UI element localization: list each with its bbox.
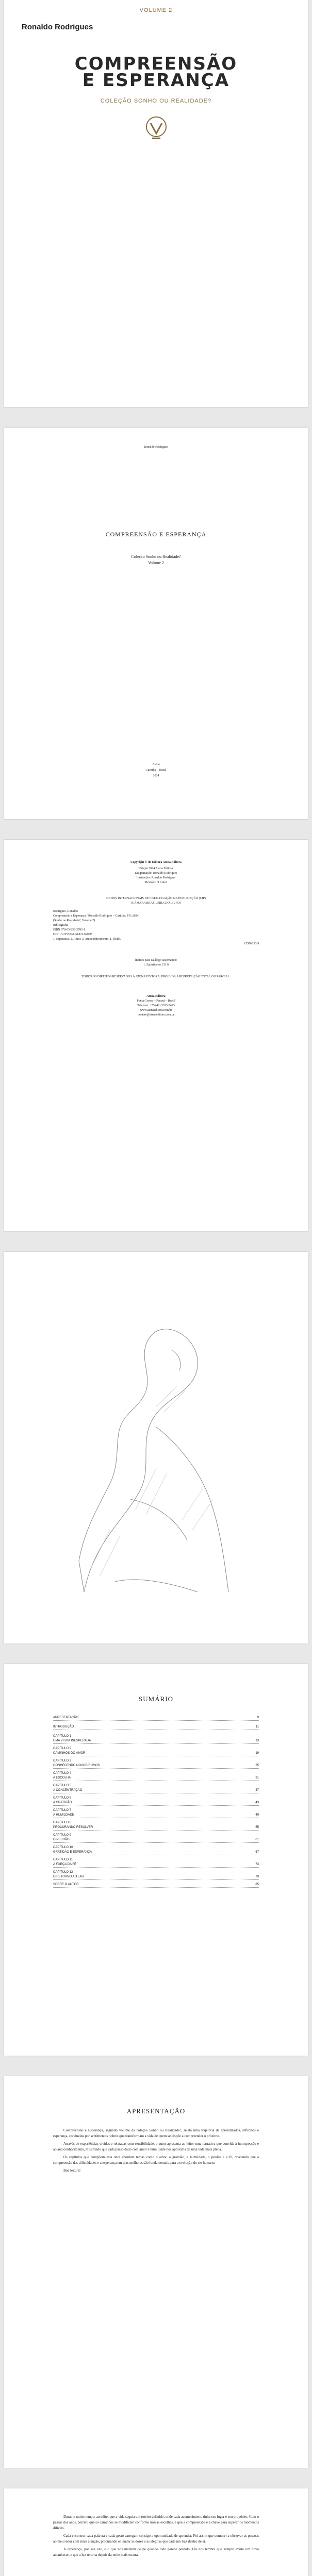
toc-page-number: 79 (255, 1875, 259, 1878)
publisher-logo-icon (145, 116, 167, 141)
toc-entry[interactable] (53, 1883, 259, 1888)
toc-page-number: 37 (255, 1789, 259, 1792)
toc-page-number: 49 (255, 1814, 259, 1817)
toc-label-block (53, 1808, 74, 1818)
toc-label-block (53, 1870, 84, 1879)
summary-title: SUMÁRIO (139, 1695, 173, 1703)
catalog-entry (53, 909, 259, 946)
toc-entry[interactable] (53, 1771, 259, 1781)
toc-label: CAPÍTULO 12 (53, 1871, 73, 1874)
toc-label: CAPÍTULO 7 (53, 1809, 72, 1812)
cover-author: Ronaldo Rodrigues (22, 23, 93, 31)
toc-page-number: 67 (255, 1851, 259, 1854)
toc-label: CAPÍTULO 2 (53, 1747, 72, 1750)
toc-sublabel: CONHECENDO NOVOS RUMOS (53, 1764, 100, 1767)
index-line: 1. Espiritismo 133.9 (143, 963, 169, 967)
toc-page-number: 13 (255, 1739, 259, 1742)
toc-label: CAPÍTULO 3 (53, 1759, 72, 1762)
toc-label-block (53, 1833, 71, 1842)
catalog-line: Compreensão e Esperança / Ronaldo Rodrigues – Curitiba, PR: 2024 (53, 914, 139, 918)
toc-entry[interactable] (53, 1716, 259, 1721)
toc-entry[interactable] (53, 1858, 259, 1868)
illustration-image (53, 1273, 259, 1623)
toc-label-block (53, 1725, 74, 1730)
presentation-paragraph: Através de experiências vividas e relatadas com sensibilidade, o autor apresenta ao leitor uma narrativa que convida à introspecção e ao autoconhecimento, mostrando que cada passo dado com amor e humildade nos aproxima de uma vida mais plena. (53, 2142, 259, 2151)
toc-label-block (53, 1771, 71, 1781)
summary-page (4, 1664, 308, 2056)
toc-label-block (53, 1716, 78, 1720)
toc-label: CAPÍTULO 9 (53, 1834, 72, 1837)
contact-line: contato@atenaeditora.com.br (138, 1013, 174, 1016)
presentation-page (4, 2076, 308, 2468)
toc-label: SOBRE O AUTOR (53, 1883, 79, 1886)
toc-label-block (53, 1784, 82, 1793)
toc-page-number: 25 (255, 1764, 259, 1767)
catalog-line: Rodrigues, Ronaldo (53, 910, 78, 913)
index-title: Índices para catálogo sistemático: (135, 959, 177, 962)
toc-label-block (53, 1796, 72, 1805)
toc-label: CAPÍTULO 1 (53, 1735, 72, 1738)
toc-entry[interactable] (53, 1759, 259, 1769)
cover-title-line1: COMPREENSÃO (74, 54, 238, 74)
title-page-author: Ronaldo Rodrigues (144, 446, 168, 449)
credits-line: Diagramação: Ronaldo Rodrigues (135, 872, 177, 875)
title-page-title: COMPREENSÃO E ESPERANÇA (105, 531, 207, 538)
presentation-title: APRESENTAÇÃO (126, 2107, 186, 2115)
title-page-city: Curitiba – Brasil (145, 769, 167, 772)
title-page-year: 2024 (153, 774, 159, 777)
catalog-line: (Sonho ou Realidade?; Volume 2) (53, 919, 95, 922)
illustration-page (4, 1252, 308, 1643)
credits-copyright: Copyright © do Editora Atena Editora (130, 861, 182, 864)
toc-entry[interactable] (53, 1870, 259, 1880)
toc-page-number: 73 (255, 1863, 259, 1866)
cover-volume: VOLUME 2 (139, 7, 173, 13)
cover-title (4, 56, 308, 89)
cover-title-line2: E ESPERANÇA (82, 70, 230, 91)
toc-sublabel: A HUMILDADE (53, 1814, 74, 1817)
toc-label: CAPÍTULO 11 (53, 1858, 73, 1861)
title-page-volume: Volume 2 (148, 561, 164, 565)
toc-sublabel: CAMINHOS DO AMOR (53, 1752, 86, 1755)
toc-page-number: 19 (255, 1752, 259, 1755)
catalog-line: DOI 10.22533/at.ed.821240105 (53, 933, 93, 936)
toc-sublabel: A CONCENTRAÇÃO (53, 1789, 83, 1792)
toc-entry[interactable] (53, 1747, 259, 1756)
toc-page-number: 11 (255, 1725, 259, 1728)
presentation-paragraph: Compreensão e Esperança, segundo volume da coleção Sonho ou Realidade?, relata uma trajetória de aprendizados, reflexões e esperança, conduzida por sentimentos nobres que transformam a vida de quem se dispõe a compreender o próximo. (53, 2128, 259, 2138)
contact-line: www.atenaeditora.com.br (140, 1009, 172, 1012)
book-cover (4, 0, 308, 407)
title-page-publisher: Atena (152, 763, 160, 766)
toc-sublabel: GRATIDÃO E ESPERANÇA (53, 1851, 92, 1854)
credits-line: Revisão: O Autor (145, 881, 167, 884)
table-of-contents (53, 1716, 259, 1892)
toc-label: CAPÍTULO 8 (53, 1821, 72, 1824)
toc-label-block (53, 1821, 93, 1830)
toc-entry[interactable] (53, 1808, 259, 1818)
toc-page-number: 43 (255, 1801, 259, 1804)
body-paragraph: Durante muito tempo, acreditei que a vida seguia um roteiro definido, onde cada acontecimento tinha seu lugar e seu propósito. Com o passar dos anos, percebi que os caminhos se modificam conforme nossas escolhas, e que a compreensão é a chave para superar os momentos difíceis. (53, 2515, 259, 2530)
title-page-collection: Coleção Sonho ou Realidade? (131, 554, 181, 559)
toc-sublabel: O RETORNO AO LAR (53, 1875, 84, 1878)
toc-label-block (53, 1845, 92, 1855)
body-page-1-text (53, 2514, 259, 2560)
toc-entry[interactable] (53, 1734, 259, 1744)
presentation-paragraph: Os capítulos que compõem esta obra abordam temas como o amor, a gratidão, a humildade, o perdão e a fé, revelando que a compreensão das dificuldades e a esperança em dias melhores são fundamentais para a evolução do ser humano. (53, 2155, 259, 2165)
contact-line: Ponta Grossa – Paraná – Brasil (137, 999, 175, 1003)
credits-lines (53, 867, 259, 885)
toc-label: APRESENTAÇÃO (53, 1716, 78, 1719)
toc-label-block (53, 1734, 91, 1743)
catalog-line: 1. Esperança. 2. Amor. 3. Autoconhecimento. I. Título. (53, 938, 121, 941)
toc-label: CAPÍTULO 5 (53, 1784, 72, 1787)
toc-page-number: 85 (255, 1883, 259, 1886)
toc-entry[interactable] (53, 1725, 259, 1730)
toc-sublabel: O PERDÃO (53, 1838, 70, 1841)
toc-label: INTRODUÇÃO (53, 1725, 74, 1728)
toc-entry[interactable] (53, 1845, 259, 1855)
toc-page-number: 31 (255, 1776, 259, 1780)
toc-sublabel: A FORÇA DA FÉ (53, 1863, 77, 1866)
body-page-1 (4, 2488, 308, 2576)
toc-label-block (53, 1883, 79, 1887)
toc-label: CAPÍTULO 6 (53, 1797, 72, 1800)
toc-page-number: 9 (257, 1716, 259, 1719)
toc-entry[interactable] (53, 1833, 259, 1843)
credits-line: Edição 2024 Atena Editora (139, 867, 173, 870)
toc-label-block (53, 1759, 100, 1768)
credits-page (4, 840, 308, 1231)
toc-page-number: 61 (255, 1838, 259, 1841)
contact-block (53, 994, 259, 1018)
cover-subtitle: COLEÇÃO SONHO OU REALIDADE? (100, 98, 212, 104)
catalog-line: CDD-133.9 (244, 942, 259, 945)
catalog-line: ISBN 978-65-258-2782-1 (53, 928, 86, 931)
toc-entry[interactable] (53, 1784, 259, 1793)
catalog-subtitle: (CÂMARA BRASILEIRA DO LIVRO) (131, 902, 181, 905)
rights-notice: TODOS OS DIREITOS RESERVADOS À ATENA EDITORA. PROIBIDA A REPRODUÇÃO TOTAL OU PARCIAL. (81, 975, 231, 978)
toc-entry[interactable] (53, 1821, 259, 1831)
title-page (4, 428, 308, 819)
body-paragraph: A esperança, por sua vez, é o que nos mantém de pé quando tudo parece perdido. Ela nos lembra que sempre existe um novo amanhecer, e que a luz retorna depois da noite mais escura. (53, 2547, 259, 2557)
toc-sublabel: A ESCOLHA (53, 1776, 71, 1780)
credits-line: Ilustrações: Ronaldo Rodrigues (136, 876, 176, 879)
toc-page-number: 55 (255, 1826, 259, 1829)
toc-sublabel: PROCURANDO RESOLVER (53, 1826, 93, 1829)
toc-sublabel: UMA VISITA INESPERADA (53, 1739, 91, 1742)
catalog-title: DADOS INTERNACIONAIS DE CATALOGAÇÃO NA PUBLICAÇÃO (CIP) (106, 897, 206, 900)
toc-label: CAPÍTULO 10 (53, 1846, 73, 1849)
body-paragraph: Cada encontro, cada palavra e cada gesto carregam consigo a oportunidade de aprender. Foi assim que comecei a observar as pessoas ao meu redor com mais atenção, procurando entender as dores e as alegrias que cada um traz dentro de si. (53, 2534, 259, 2544)
catalog-line: Bibliografia (53, 924, 68, 927)
toc-sublabel: A GRATIDÃO (53, 1801, 72, 1804)
toc-label-block (53, 1747, 85, 1756)
presentation-body (53, 2128, 259, 2176)
toc-label-block (53, 1858, 76, 1867)
presentation-paragraph: Boa leitura! (63, 2168, 81, 2173)
toc-label: CAPÍTULO 4 (53, 1772, 72, 1775)
contact-line: Telefone: +55 (42) 3323-5493 (137, 1004, 175, 1007)
toc-entry[interactable] (53, 1796, 259, 1806)
contact-line: Atena Editora (146, 995, 166, 998)
